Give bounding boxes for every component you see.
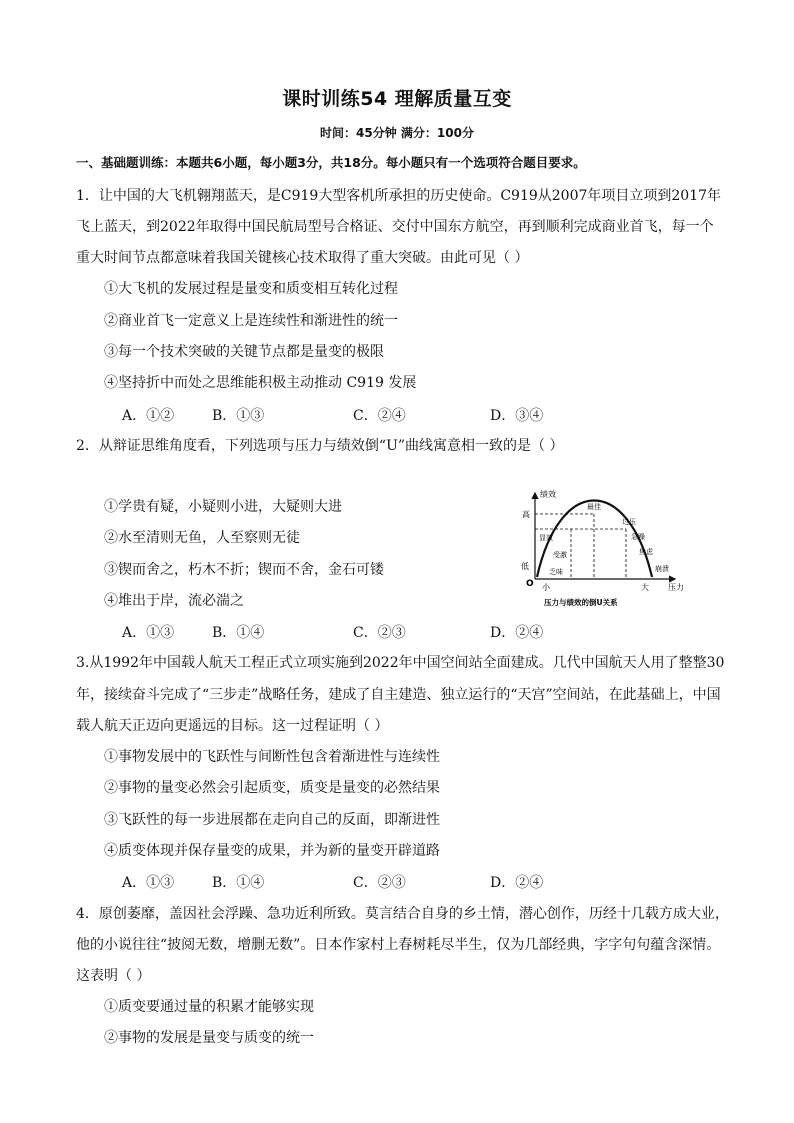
question-3-stem-line: 载人航天正迈向更遥远的目标。这一过程证明（ ） [76, 718, 389, 734]
exam-meta: 时间：45分钟 满分：100分 [320, 126, 474, 140]
question-2-choices [122, 622, 722, 642]
question-2-stem: 2．从辩证思维角度看，下列选项与压力与绩效倒“U”曲线寓意相一致的是（ ） [76, 438, 564, 454]
x-tick-large: 大 [641, 583, 649, 592]
question-3-stem-line: 年，接续奋斗完成了“三步走”战略任务，建成了自主建造、独立运行的“天宫”空间站，在此基础上，中国 [76, 687, 721, 703]
curve-label: 过压 [622, 518, 636, 526]
page-title: 课时训练54 理解质量互变 [282, 88, 512, 110]
question-1-stem-line: 1．让中国的大飞机翱翔蓝天，是C919大型客机所承担的历史使命。C919从2007年项目立项到2017年 [76, 188, 722, 204]
choice-b[interactable]: B．①④ [212, 875, 265, 891]
question-2-statement: ①学贵有疑，小疑则小进，大疑则大进 [104, 499, 342, 515]
question-2-statement: ②水至清则无鱼，人至察则无徒 [104, 530, 300, 546]
choice-a[interactable]: A．①③ [122, 625, 175, 641]
question-3-choices [122, 872, 722, 892]
choice-c[interactable]: C．②③ [353, 875, 406, 891]
question-4-stem-line: 这表明（ ） [76, 968, 151, 984]
choice-c[interactable]: C．②④ [353, 408, 406, 424]
question-3-statement: ③飞跃性的每一步进展都在走向自己的反面，即渐进性 [104, 812, 440, 828]
question-3-statement: ②事物的量变必然会引起质变，质变是量变的必然结果 [104, 780, 440, 796]
choice-d[interactable]: D．③④ [490, 408, 544, 424]
section-heading: 一、基础题训练：本题共6小题，每小题3分，共18分。每小题只有一个选项符合题目要求。 [76, 155, 586, 170]
curve-label: 受激 [553, 551, 567, 559]
question-4-statement: ①质变要通过量的积累才能够实现 [104, 999, 314, 1015]
curve-label: 乏味 [549, 568, 563, 576]
y-tick-high: 高 [522, 510, 530, 519]
question-1-statement: ③每一个技术突破的关键节点都是量变的极限 [104, 344, 384, 360]
choice-d[interactable]: D．②④ [490, 875, 544, 891]
curve-label: 急躁 [631, 533, 645, 541]
question-4-stem-line: 他的小说往往“披阅无数，增删无数”。日本作家村上春树耗尽半生，仅为几部经典，字字句句蕴含深情。 [76, 937, 721, 953]
question-1-stem-line: 重大时间节点都意味着我国关键核心技术取得了重大突破。由此可见（ ） [76, 250, 529, 266]
question-4-statement: ②事物的发展是量变与质变的统一 [104, 1030, 314, 1046]
choice-a[interactable]: A．①③ [122, 875, 175, 891]
choice-a[interactable]: A．①② [122, 408, 175, 424]
peak-label: 最佳 [587, 503, 601, 511]
question-3-stem-line: 3.从1992年中国载人航天工程正式立项实施到2022年中国空间站全面建成。几代中国航天人用了整整30 [76, 655, 725, 671]
question-1-choices [122, 405, 722, 425]
pressure-performance-chart [518, 487, 698, 611]
question-1-statement: ④坚持折中而处之思维能积极主动推动 C919 发展 [104, 375, 417, 391]
question-1-statement: ①大飞机的发展过程是量变和质变相互转化过程 [104, 281, 398, 297]
curve-label: 焦虑 [639, 548, 653, 556]
y-axis-label: 绩效 [540, 490, 556, 499]
question-3-statement: ④质变体现并保存量变的成果，并为新的量变开辟道路 [104, 843, 440, 859]
question-2-statement: ③锲而舍之，朽木不折；锲而不舍，金石可镂 [104, 562, 384, 578]
choice-d[interactable]: D．②④ [490, 625, 544, 641]
curve-label: 显效 [539, 534, 553, 542]
chart-caption: 压力与绩效的倒U关系 [544, 598, 618, 607]
y-tick-low: 低 [521, 562, 529, 571]
choice-b[interactable]: B．①④ [212, 625, 265, 641]
x-tick-small: 小 [542, 583, 550, 592]
question-1-stem-line: 飞上蓝天，到2022年取得中国民航局型号合格证、交付中国东方航空，再到顺利完成商业首飞，每一个 [76, 219, 714, 235]
curve-label: 崩溃 [655, 565, 669, 573]
choice-c[interactable]: C．②③ [353, 625, 406, 641]
question-1-statement: ②商业首飞一定意义上是连续性和渐进性的统一 [104, 313, 398, 329]
question-4-stem-line: 4．原创萎靡，盖因社会浮躁、急功近利所致。莫言结合自身的乡土情，潜心创作，历经十几载方成大业， [76, 906, 729, 922]
choice-b[interactable]: B．①③ [212, 408, 265, 424]
origin-label: O [526, 579, 534, 589]
x-axis-label: 压力 [668, 583, 684, 592]
question-2-statement: ④堆出于岸，流必湍之 [104, 593, 244, 609]
question-3-statement: ①事物发展中的飞跃性与间断性包含着渐进性与连续性 [104, 749, 440, 765]
